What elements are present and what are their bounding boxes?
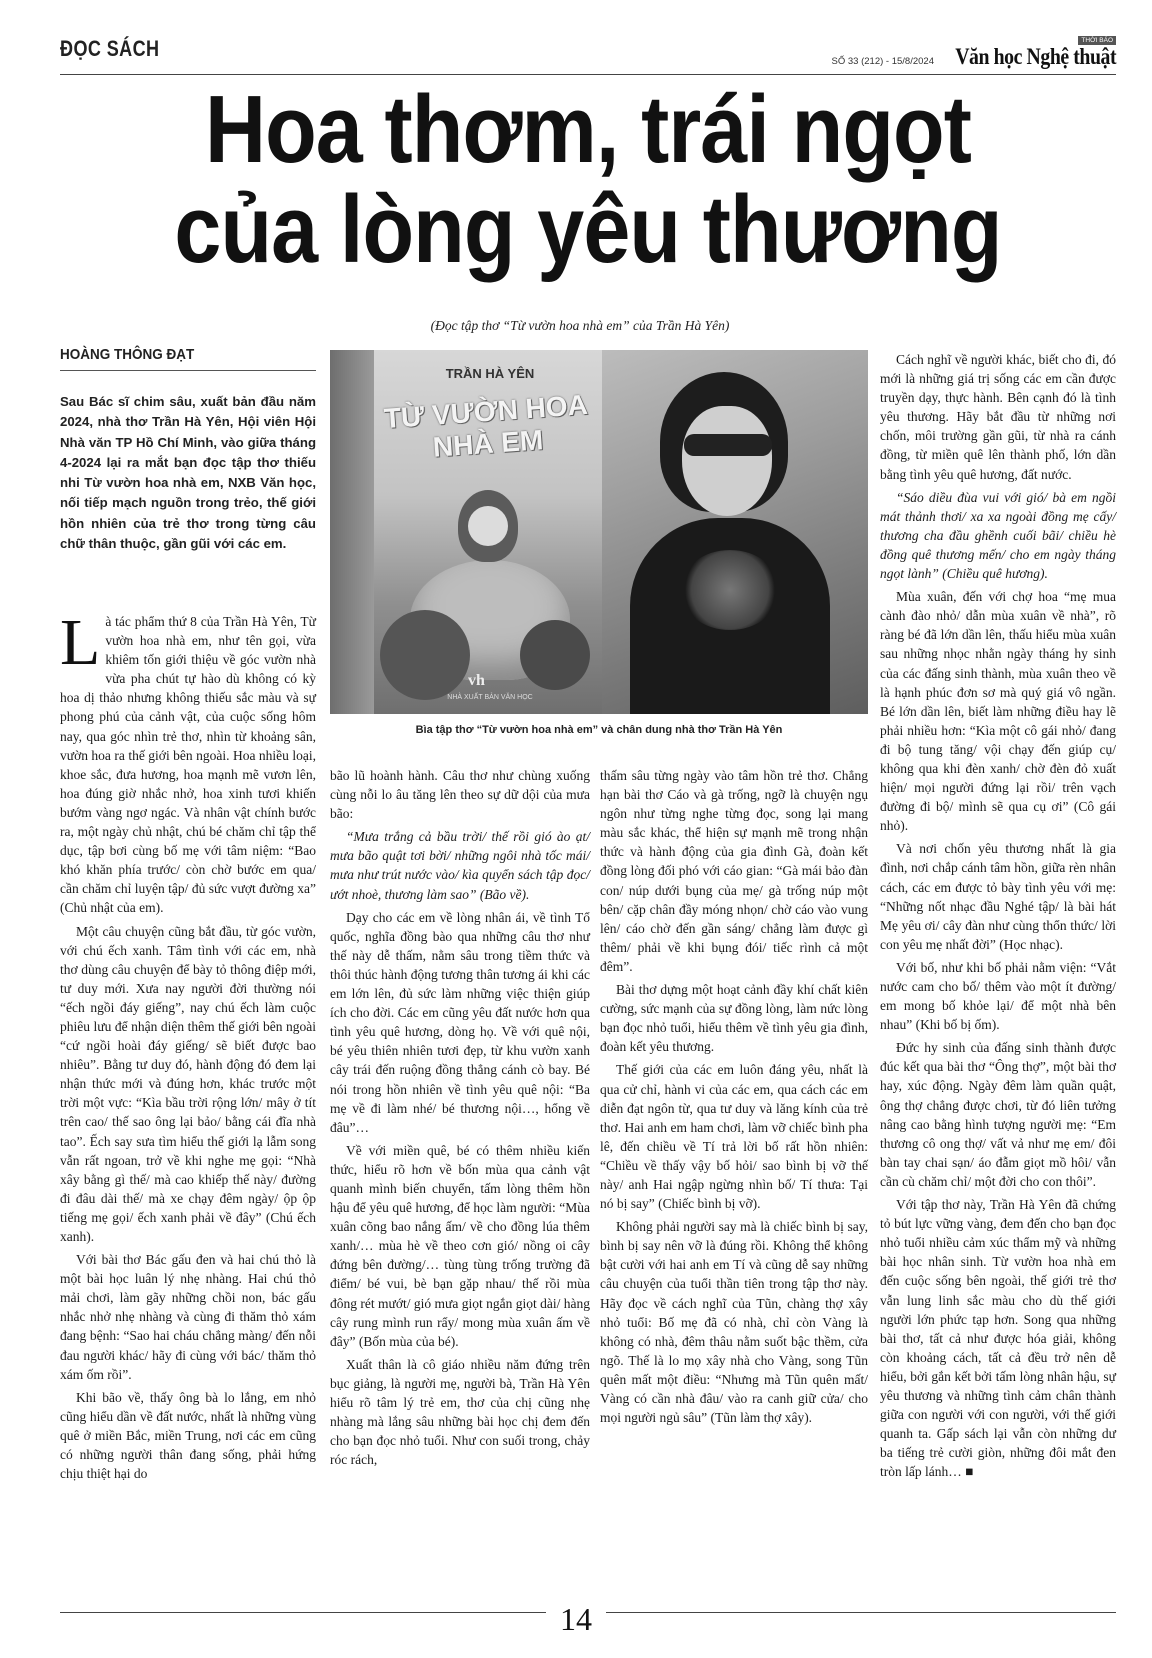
- article-paragraph: Mùa xuân, đến với chợ hoa “mẹ mua cành đào nhỏ/ dẫn mùa xuân về nhà”, rõ ràng bé đã lớn dần lên, thấu hiểu mùa xuân sau những nhọc nhằn ngày tháng hy sinh của các đấng sinh thành, mùa xuân theo về là hạnh phúc đơn sơ mà quý giá vô ngần. Bé lớn dần lên, biết làm những điều hay lẽ phải nhiều hơn: “Kìa một cô gái nhỏ/ đang đi bộ tung tăng/ vội chạy đến giúp cụ/ không qua khi đèn xanh/ chờ đèn đỏ xuất hiện/ mọi người đứng lại rồi/ trên vạch đường đi bộ/ mình sẽ qua cụ ơi” (Cô gái nhỏ).: [880, 589, 1116, 834]
- article-paragraph: thấm sâu từng ngày vào tâm hồn trẻ thơ. Chẳng hạn bài thơ Cáo và gà trống, ngỡ là chuyện ngụ ngôn như từng nghe từng đọc, song lại mang màu sắc khác, thể hiện sự mạnh mẽ trong nhận thức và hành động của gia đình Gà, đoàn kết đồng lòng đối phó với cáo gian: “Gà mái bảo đàn con/ núp dưới bụng của mẹ/ gà trống núp một bên/ cặp chân đầy móng nhọn/ chờ cáo vào vung lên/ cáo chờ đến gần sáng/ chẳng làm được gì thêm/ phải về khi bụng đói/ tiếc rình cả một đêm”.: [600, 768, 868, 974]
- article-paragraph: Và nơi chốn yêu thương nhất là gia đình, nơi chắp cánh tâm hồn, giữa rèn nhân cách, các em được tỏ bày tình yêu với mẹ: “Những nốt nhạc đầu Nghé tập/ là bài hát Mẹ yêu ơi/ cây đàn như cùng thổn thức/ lời con yêu mẹ nhất đời” (Học nhạc).: [880, 841, 1116, 952]
- article-subtitle: (Đọc tập thơ “Từ vườn hoa nhà em” của Trần Hà Yên): [430, 318, 730, 333]
- page-header: [60, 36, 1116, 70]
- logo-name: Văn học Nghệ thuật: [955, 44, 1116, 69]
- paragraph-text: à tác phẩm thứ 8 của Trần Hà Yên, Từ vườn hoa nhà em, như tên gọi, vừa khiêm tốn giới thiệu về góc vườn nhà vừa pha chút tự hào dù không có kỳ hoa dị thảo nhưng không thiếu sắc màu và sự phong phú của cảnh vật, của cuộc sống hôm nay, qua góc nhìn trẻ thơ, nhìn từ khoảng sân, vườn hoa ra thế giới bên ngoài. Hoa nhiều loại, khoe sắc, đưa hương, hoa mạnh mẽ vươn lên, hoa đúng giờ nhắc nhở, hoa xinh tươi khiến bướm vàng ngơ ngác. Và nhân vật chính bước ra, một ngày chủ nhật, chú bé chăm chỉ tập thể dục, tập bơi cùng bố mẹ với tâm niệm: “Bao khó khăn phía trước/ còn chờ bước em qua/ cần chăm chỉ luyện tập/ đủ sức vượt đường xa” (Chủ nhật của em).: [60, 614, 316, 916]
- book-publisher: NHÀ XUẤT BẢN VĂN HỌC: [447, 694, 533, 701]
- publication-logo: [940, 36, 1116, 70]
- book-cover-image: [330, 350, 602, 714]
- section-label: ĐỌC SÁCH: [60, 36, 160, 61]
- article-paragraph: Một câu chuyện cũng bắt đầu, từ góc vườn, với chú ếch xanh. Tâm tình với các em, nhà thơ dùng câu chuyện để bày tỏ thông điệp mới, tư duy mới. Xưa nay người đời thường nói “ếch ngồi đáy giếng”, nay chú ếch làm cuộc phiêu lưu để nhận diện thêm thế giới bên ngoài “cứ ngồi hoài đáy giếng/ sẽ biết được bao nhiêu”. Bằng tư duy đó, hành động đó đem lại nhận thức mới và đúng hơn, khác trước một trời một vực: “Kìa bầu trời rộng lớn/ mây ở tít trên cao/ thế sao ông lại bảo/ bằng cái đĩa nhà tao”. Ếch say sưa tìm hiểu thế giới lạ lẫm song vẫn rất ngoan, trở về khi nghe mẹ gọi: “Nhà xây bằng gì thế/ mà cao khiếp thế này/ đường đi đâu dài thế/ mà xe chạy đêm ngày/ ộp ộp tiếng mẹ gọi/ ếch xanh phải về đây” (Chú ếch xanh).: [60, 923, 316, 1244]
- article-column-2: [330, 766, 590, 1602]
- article-paragraph: Cách nghĩ về người khác, biết cho đi, đó mới là những giá trị sống các em cần được truyền dạy, thực hành. Bên cạnh đó là tình yêu thương. Hãy bắt đầu từ những nơi chốn, môi trường gần gũi, từ nhà ra cánh đồng, từ miền quê lên thành phố, lớn dần bằng tình yêu quê hương, đất nước.: [880, 352, 1116, 482]
- book-cover-title: TỪ VƯỜN HOA NHÀ EM: [382, 388, 589, 463]
- article-paragraph: Thế giới của các em luôn đáng yêu, nhất là qua cử chỉ, hành vi của các em, qua cách các em diễn đạt ngôn từ, qua tư duy và lăng kính của trẻ thơ. Hai anh em ham chơi, làm vỡ chiếc bình pha lê, đến chiều về Tí trả lời bố rất hồn nhiên: “Chiều về thấy vậy bố hỏi/ sao bình bị vỡ thế này/ anh Hai ngập ngừng nhìn bố/ Tí thưa: Tại nó bị say” (Chiếc bình bị vỡ).: [600, 1062, 868, 1212]
- article-paragraph: Với tập thơ này, Trần Hà Yên đã chứng tỏ bút lực vững vàng, đem đến cho bạn đọc nhỏ tuổi nhiều cảm xúc thẩm mỹ và những bài học nhân sinh. Từ vườn hoa nhà em đến cuộc sống bên ngoài, thế giới trẻ thơ vẫn lung linh sắc màu cho dù thế giới người lớn phức tạp hơn. Song qua những bài thơ, tất cả như được hóa giải, không còn khoảng cách, tất cả đều trở nên dễ hiểu, bởi gắn kết bởi tấm lòng nhân hậu, sự yêu thương và những tình cảm chân thành giữa con người với con người, với thế giới quanh ta. Gấp sách lại vẫn còn những dư ba tiếng trẻ cười giòn, những đôi mắt đen tròn lấp lánh… ■: [880, 1197, 1116, 1480]
- book-leaf-shape: [380, 610, 470, 700]
- article-paragraph: [60, 606, 316, 918]
- article-paragraph: Xuất thân là cô giáo nhiều năm đứng trên bục giảng, là người mẹ, người bà, Trần Hà Yên hiểu rõ tâm lý trẻ em, thơ của chị cũng nhẹ nhàng mà lắng sâu những bài học chị đem đến cho bạn đọc nhỏ tuổi. Như con suối trong, chảy róc rách,: [330, 1356, 590, 1468]
- article-paragraph: Bài thơ dựng một hoạt cảnh đầy khí chất kiên cường, sức mạnh của sự đồng lòng, làm nức lòng bạn đọc nhỏ tuổi, hiểu thêm về tình yêu gia đình, đoàn kết yêu thương.: [600, 982, 868, 1055]
- article-lede: Sau Bác sĩ chim sâu, xuất bản đầu năm 2024, nhà thơ Trần Hà Yên, Hội viên Hội Nhà văn TP Hồ Chí Minh, vào giữa tháng 4-2024 lại ra mắt bạn đọc tập thơ thiếu nhi Từ vườn hoa nhà em, NXB Văn học, nối tiếp mạch nguồn trong trẻo, thế giới hồn nhiên của trẻ thơ trong từng câu chữ thân thuộc, gần gũi với các em.: [60, 394, 316, 552]
- article-paragraph: Về với miền quê, bé có thêm nhiều kiến thức, hiểu rõ hơn về bốn mùa qua cảnh vật quanh mình biến chuyển, tấm lòng thêm hồn hậu để yêu quê hương, để học làm người: “Mùa xuân cõng bao nắng ấm/ về cho đồng lúa thêm xanh/… mùa hè về theo cơn gió/ nồng oi cây đứng bên đường/… tùng tùng trống trường đã điểm/ bé vui, bè bạn gặp nhau/ thế rồi mùa đông rét mướt/ gió mưa giọt ngắn giọt dài/ hàng cây rung mình run rẩy/ mong mùa xuân ấm về đây” (Bốn mùa của bé).: [330, 1142, 590, 1349]
- byline-rule: [60, 370, 316, 371]
- author-byline: HOÀNG THÔNG ĐẠT: [60, 346, 195, 363]
- book-spine: [330, 350, 374, 714]
- quote-text: “Mưa trắng cả bầu trời/ thế rồi gió ào ạt/ mưa bão quật tơi bời/ những ngôi nhà tốc mái/ mưa như trút nước vào/ kìa quyển sách tập đọc/ ướt nhoè, thương làm sao” (Bão về).: [330, 829, 590, 902]
- article-title: [60, 76, 1116, 283]
- article-paragraph: Với bài thơ Bác gấu đen và hai chú thỏ là một bài học luân lý nhẹ nhàng. Hai chú thỏ mải chơi, làm gãy những chồi non, bác gấu nhắc nhở nhẹ nhàng và cùng đi thăm thỏ xám đang bệnh: “Sao hai cháu chẳng màng/ đến nỗi đau người khác/ hãy đi cùng với bác/ thăm thỏ xám ốm rồi”.: [60, 1252, 316, 1382]
- drop-cap: L: [60, 606, 101, 679]
- portrait-sunglasses: [684, 434, 772, 456]
- article-column-1: [60, 606, 316, 1602]
- book-leaf-shape: [520, 620, 590, 690]
- quote-text: “Sáo diều đùa vui với gió/ bà em ngồi mát thảnh thơi/ xa xa ngoài đồng mẹ cấy/ thương cha đầu ghềnh cuối bãi/ chiều hè đồng quê thương mến/ cho em ngày tháng ngọt lành” (Chiều quê hương).: [880, 489, 1116, 582]
- article-column-3: [600, 766, 868, 1602]
- photo-caption: Bìa tập thơ “Từ vườn hoa nhà em” và chân dung nhà thơ Trần Hà Yên: [415, 724, 783, 736]
- article-paragraph: Dạy cho các em về lòng nhân ái, về tình Tổ quốc, nghĩa đồng bào qua những câu thơ như thế này dễ thấm, nằm sâu trong tiềm thức và thôi thúc hành động tương thân tương ái khi các em lớn lên, đủ sức làm những việc thiện giúp ích cho đời. Các em cũng yêu đất nước hơn qua tình yêu quê hương, dòng họ. Về với quê nội, bé yêu thiên nhiên tươi đẹp, từ khu vườn xanh cây trái đến ruộng đồng thẳng cánh cò bay. Bé nói trong hồn nhiên về tình yêu quê nội: “Ba mẹ về đi làm nhé/ bé thương nội…, hổng về đâu”…: [330, 909, 590, 1135]
- article-paragraph: bão lũ hoành hành. Câu thơ như chùng xuống cùng nỗi lo âu tăng lên theo sự dữ dội của mưa bão:: [330, 768, 590, 822]
- article-paragraph: Đức hy sinh của đấng sinh thành được đúc kết qua bài thơ “Ông thợ”, một bài thơ hay, xúc động. Ngày đêm làm quần quật, ông thợ chẳng được chơi, từ đó liên tưởng nâng cao bằng hình tượng người mẹ: “Em thương cô ong thợ/ vất vả như mẹ em/ đôi bàn tay chai sạn/ áo đẫm giọt mồ hôi/ vẫn cần cù chăm chỉ/ một đời cho con thôi”.: [880, 1040, 1116, 1189]
- logo-tagline: THỜI BÁO: [1078, 36, 1116, 45]
- poem-quote: [880, 488, 1116, 583]
- book-publisher-logo: vh: [468, 672, 485, 689]
- article-paragraph: Khi bão về, thấy ông bà lo lắng, em nhỏ cũng hiểu dần về đất nước, nhất là những vùng quê ở miền Bắc, miền Trung, nơi các em cũng có những người thân đang sống, phải hứng chịu thiệt hại do: [60, 1389, 316, 1482]
- book-girl-face: [468, 506, 508, 546]
- issue-info: SỐ 33 (212) - 15/8/2024: [831, 56, 934, 67]
- article-column-4: [880, 350, 1116, 1602]
- title-line-2: của lòng yêu thương: [174, 176, 1002, 283]
- book-cover-author: TRẦN HÀ YÊN: [445, 366, 535, 381]
- title-line-1: Hoa thơm, trái ngọt: [204, 76, 972, 183]
- header-rule: [60, 74, 1116, 75]
- portrait-face: [682, 406, 772, 516]
- article-paragraph: Với bố, như khi bố phải nằm viện: “Vắt nước cam cho bố/ thêm vào một ít đường/ em mong bố khỏe lại/ để một nhà bên nhau” (Khi bố bị ốm).: [880, 959, 1116, 1033]
- article-paragraph: Không phải người say mà là chiếc bình bị say, bình bị say nên vỡ là đúng rồi. Không thể không bật cười với hai anh em Tí và cũng dễ say những câu chuyện của tuổi thần tiên trong tập thơ này. Hãy đọc về cách nghĩ của Tũn, chàng thợ xây nhỏ tuổi: Bố mẹ đã có nhà, chỉ còn Vàng là không có nhà, đêm thâu nằm suốt bậc thềm, cửa ngõ. Thế là lo mọ xây nhà cho Vàng, song Tũn quên mất một điều: “Nhưng mà Tũn quên mất/ Vàng có cần nhà đâu/ vào ra canh giữ cửa/ cho mọi người ngủ sâu” (Tũn làm thợ xây).: [600, 1219, 868, 1426]
- poem-quote: [330, 827, 590, 903]
- portrait-embroidery: [680, 550, 780, 630]
- article-photo: [330, 350, 868, 714]
- page-number: 14: [546, 1602, 606, 1636]
